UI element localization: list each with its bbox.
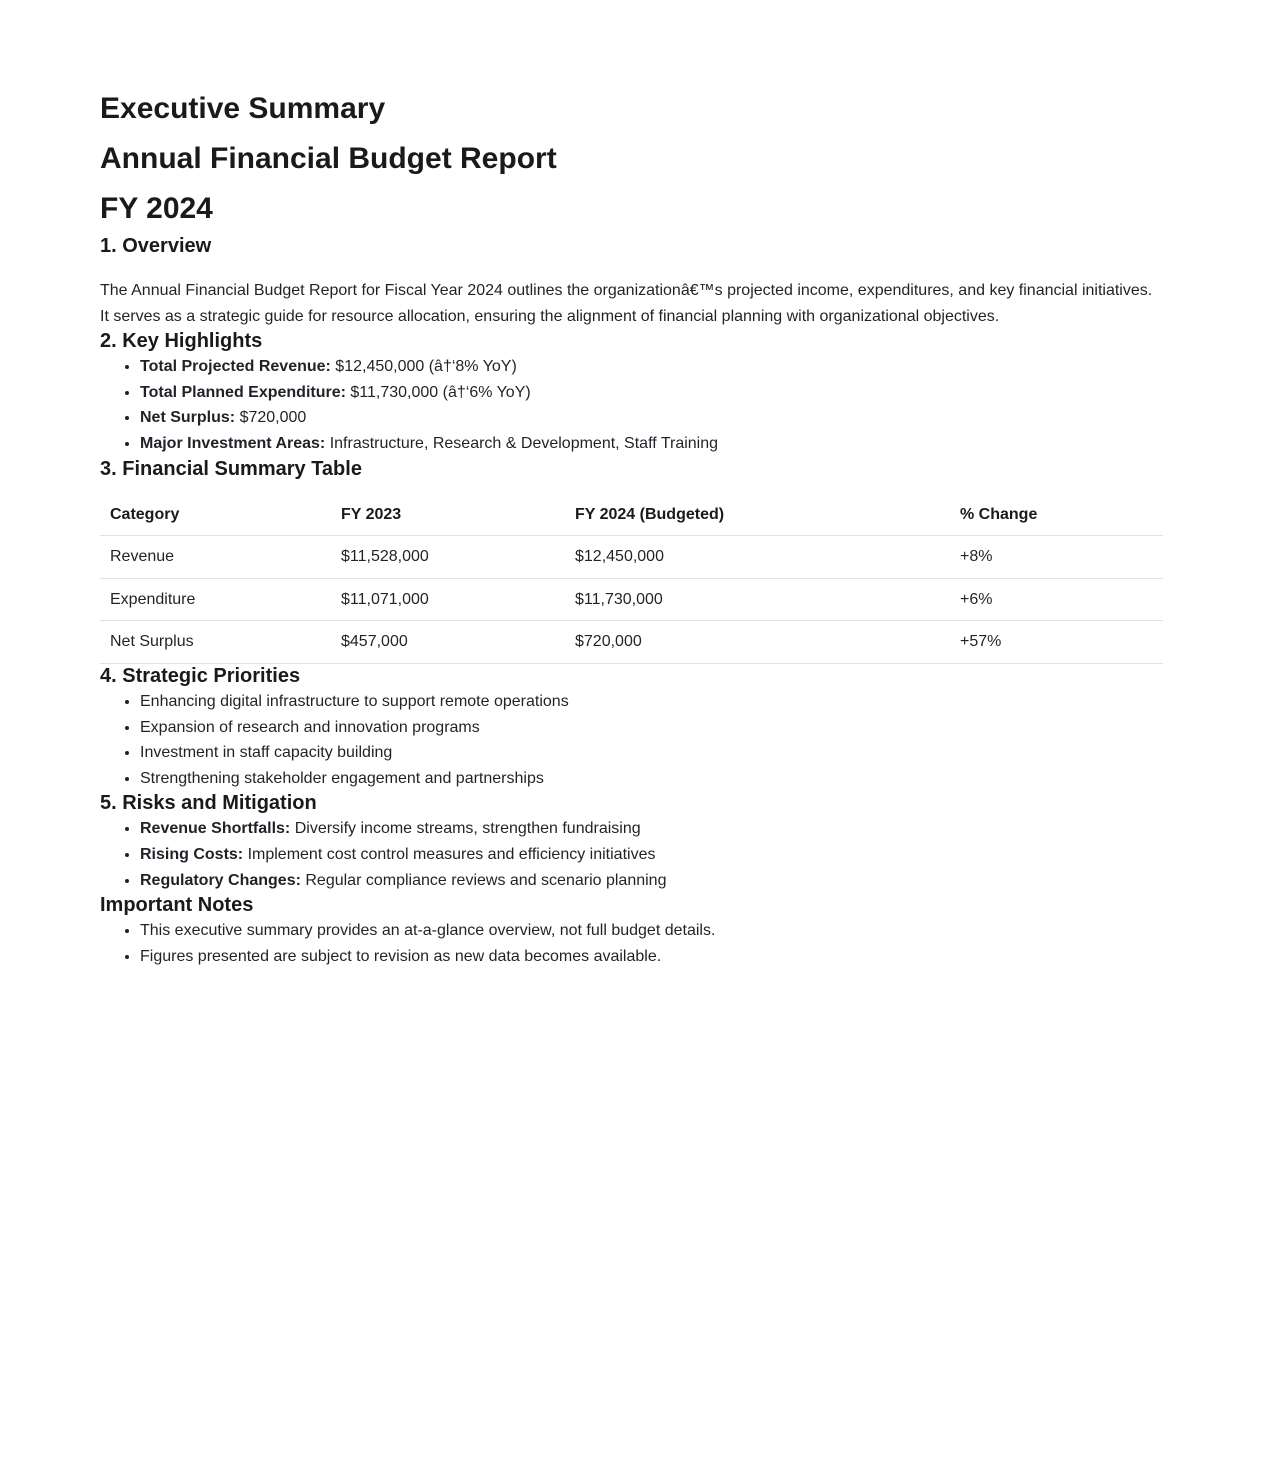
table-cell: +8% xyxy=(950,536,1163,579)
table-cell: $11,071,000 xyxy=(331,578,565,621)
list-item-label: Major Investment Areas: xyxy=(140,434,326,452)
financial-table-heading: 3. Financial Summary Table xyxy=(100,457,362,480)
list-item-text: $720,000 xyxy=(235,409,307,427)
list-item-text: Regular compliance reviews and scenario planning xyxy=(300,871,667,889)
list-item xyxy=(140,431,1163,457)
key-highlights-list xyxy=(100,354,1163,456)
list-item xyxy=(140,816,1163,842)
list-item xyxy=(140,405,1163,431)
table-header-cell: FY 2024 (Budgeted) xyxy=(565,494,950,536)
list-item-text: $12,450,000 (â†‘8% YoY) xyxy=(330,358,517,376)
table-cell: +6% xyxy=(950,578,1163,621)
list-item xyxy=(140,380,1163,406)
table-header-cell: FY 2023 xyxy=(331,494,565,536)
key-highlights-heading: 2. Key Highlights xyxy=(100,330,263,353)
table-cell: Net Surplus xyxy=(100,621,331,664)
table-header-cell: % Change xyxy=(950,494,1163,536)
table-row xyxy=(100,578,1163,621)
list-item: • Enhancing digital infrastructure to support remote operations xyxy=(140,689,1163,715)
list-item: • Figures presented are subject to revision as new data becomes available. xyxy=(140,944,1163,970)
table-header-row xyxy=(100,494,1163,536)
table-cell: Revenue xyxy=(100,536,331,579)
financial-summary-table xyxy=(100,494,1163,664)
overview-heading: 1. Overview xyxy=(100,235,212,257)
page-title xyxy=(100,84,1163,234)
strategic-priorities-heading: 4. Strategic Priorities xyxy=(100,664,301,687)
table-header-cell: Category xyxy=(100,494,331,536)
overview-paragraph: The Annual Financial Budget Report for Fiscal Year 2024 outlines the organizationâ€™s projected income, expenditures, and key financial initiatives. It serves as a strategic guide for resource allocation, ensuring the alignment of financial planning with organizational objectives. xyxy=(100,282,1153,325)
list-item: • This executive summary provides an at-a-glance overview, not full budget details. xyxy=(140,918,1163,944)
table-row xyxy=(100,536,1163,579)
important-notes-heading: Important Notes xyxy=(100,894,254,917)
list-item xyxy=(140,354,1163,380)
list-item-text: Implement cost control measures and efficiency initiatives xyxy=(243,845,656,863)
table-cell: $11,730,000 xyxy=(565,578,950,621)
list-item xyxy=(140,842,1163,868)
important-notes-list xyxy=(100,918,1163,969)
risks-list xyxy=(100,816,1163,893)
table-cell: Expenditure xyxy=(100,578,331,621)
table-row xyxy=(100,621,1163,664)
list-item-label: Total Planned Expenditure: xyxy=(140,383,346,401)
list-item-text: Diversify income streams, strengthen fundraising xyxy=(290,820,641,838)
table-cell: $11,528,000 xyxy=(331,536,565,579)
list-item-label: Rising Costs: xyxy=(140,845,244,863)
title-line-2: Annual Financial Budget Report xyxy=(100,142,557,175)
list-item xyxy=(140,868,1163,894)
title-line-3: FY 2024 xyxy=(100,192,213,225)
list-item-text: $11,730,000 (â†‘6% YoY) xyxy=(345,383,531,401)
table-cell: $12,450,000 xyxy=(565,536,950,579)
table-cell: $457,000 xyxy=(331,621,565,664)
table-cell: +57% xyxy=(950,621,1163,664)
list-item-label: Revenue Shortfalls: xyxy=(140,820,291,838)
risks-heading: 5. Risks and Mitigation xyxy=(100,792,317,815)
list-item-label: Total Projected Revenue: xyxy=(140,358,331,376)
list-item: • Investment in staff capacity building xyxy=(140,740,1163,766)
table-cell: $720,000 xyxy=(565,621,950,664)
list-item: • Expansion of research and innovation programs xyxy=(140,715,1163,741)
list-item-text: Infrastructure, Research & Development, Staff Training xyxy=(325,434,719,452)
strategic-priorities-list xyxy=(100,689,1163,791)
list-item-label: Net Surplus: xyxy=(140,409,236,427)
list-item: • Strengthening stakeholder engagement and partnerships xyxy=(140,766,1163,792)
list-item-label: Regulatory Changes: xyxy=(140,871,301,889)
title-line-1: Executive Summary xyxy=(100,92,386,125)
